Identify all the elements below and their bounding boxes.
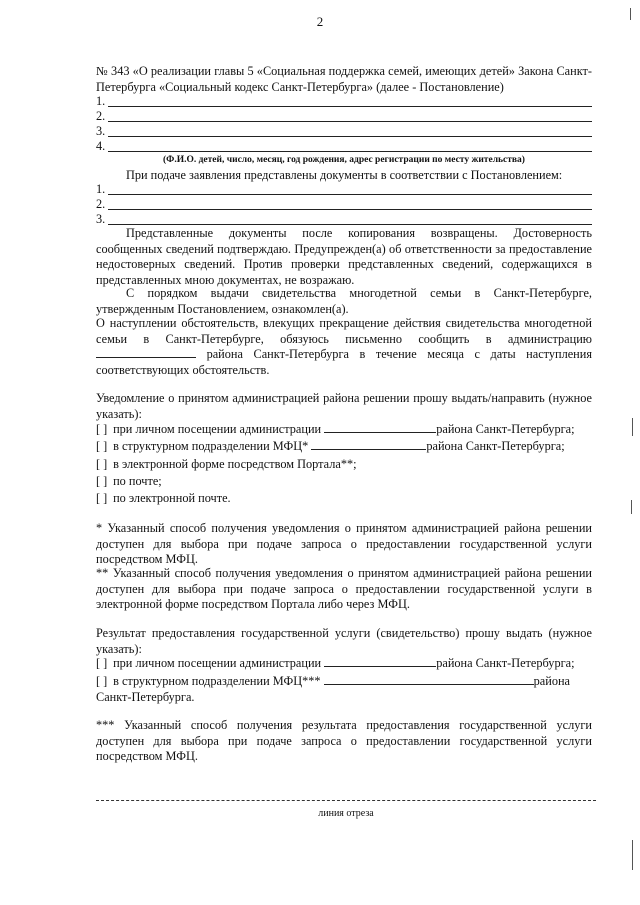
- checkbox[interactable]: [ ]: [96, 439, 108, 453]
- scan-edge-mark: [632, 418, 633, 436]
- result-tail: Санкт-Петербурга.: [96, 690, 195, 704]
- footnote-2: ** Указанный способ получения уведомления о принятом администрацией района решении доступен для выбора при подаче запроса о предоставлении государственной услуги в электронной форме посредством Портала либо через МФЦ.: [96, 566, 592, 611]
- doc-line-3[interactable]: 3.: [96, 212, 592, 227]
- notify-option-portal[interactable]: [ ] в электронной форме посредством Портала**;: [96, 457, 357, 471]
- child-line-4[interactable]: 4.: [96, 139, 592, 154]
- checkbox[interactable]: [ ]: [96, 656, 108, 670]
- children-note: (Ф.И.О. детей, число, месяц, год рождения, адрес регистрации по месту жительства): [163, 155, 525, 165]
- returned-paragraph: Представленные документы после копирования возвращены. Достоверность сообщенных сведений подтверждаю. Предупрежден(а) об ответственности за предоставление недостоверных сведений. Против проверки представленных сведений, содержащихся в представленных мною документах, не возражаю.: [96, 226, 592, 287]
- intro-paragraph: № 343 «О реализации главы 5 «Социальная поддержка семей, имеющих детей» Закона Санкт-Петербурга «Социальный кодекс Санкт-Петербурга» (далее - Постановление): [96, 64, 592, 94]
- docs-intro: При подаче заявления представлены документы в соответствии с Постановлением:: [126, 168, 563, 182]
- scan-edge-mark: [630, 8, 631, 20]
- circumstances-paragraph-2: района Санкт-Петербурга в течение месяца с даты наступления соответствующих обстоятельств.: [96, 347, 593, 377]
- child-line-1[interactable]: 1.: [96, 94, 592, 109]
- notify-option-mfc[interactable]: [ ] в структурном подразделении МФЦ* района Санкт-Петербурга;: [96, 439, 565, 453]
- notify-option-mail[interactable]: [ ] по почте;: [96, 474, 162, 488]
- result-option-personal[interactable]: [ ] при личном посещении администрации района Санкт-Петербурга;: [96, 656, 575, 670]
- notify-option-email[interactable]: [ ] по электронной почте.: [96, 491, 231, 505]
- cut-line-label: линия отреза: [318, 808, 374, 819]
- result-intro: Результат предоставления государственной услуги (свидетельство) прошу выдать (нужное указать):: [96, 626, 592, 656]
- footnote-1: * Указанный способ получения уведомления о принятом администрацией района решении доступен для выбора при подаче запроса о предоставлении государственной услуги посредством МФЦ.: [96, 521, 592, 566]
- checkbox[interactable]: [ ]: [96, 491, 108, 505]
- checkbox[interactable]: [ ]: [96, 422, 108, 436]
- checkbox[interactable]: [ ]: [96, 457, 108, 471]
- result-option-mfc[interactable]: [ ] в структурном подразделении МФЦ*** района: [96, 674, 571, 688]
- footnote-3: *** Указанный способ получения результата предоставления государственной услуги доступен для выбора при подаче запроса о предоставлении государственной услуги посредством МФЦ.: [96, 718, 592, 763]
- child-line-2[interactable]: 2.: [96, 109, 592, 124]
- doc-line-2[interactable]: 2.: [96, 197, 592, 212]
- child-line-3[interactable]: 3.: [96, 124, 592, 139]
- circumstances-paragraph-1: О наступлении обстоятельств, влекущих прекращение действия свидетельства многодетной семьи в Санкт-Петербурге, обязуюсь письменно сообщить в администрацию: [96, 316, 592, 346]
- checkbox[interactable]: [ ]: [96, 474, 108, 488]
- order-paragraph: С порядком выдачи свидетельства многодетной семьи в Санкт-Петербурге, утвержденным Постановлением, ознакомлен(а).: [96, 286, 592, 316]
- notify-intro: Уведомление о принятом администрацией района решении прошу выдать/направить (нужное указать):: [96, 391, 592, 421]
- scan-edge-mark: [631, 500, 632, 514]
- cut-line: [96, 800, 596, 801]
- scan-edge-mark: [632, 840, 633, 870]
- doc-line-1[interactable]: 1.: [96, 182, 592, 197]
- checkbox[interactable]: [ ]: [96, 674, 108, 688]
- page-number: 2: [316, 14, 324, 29]
- district-blank[interactable]: [96, 347, 196, 358]
- notify-option-personal[interactable]: [ ] при личном посещении администрации района Санкт-Петербурга;: [96, 422, 575, 436]
